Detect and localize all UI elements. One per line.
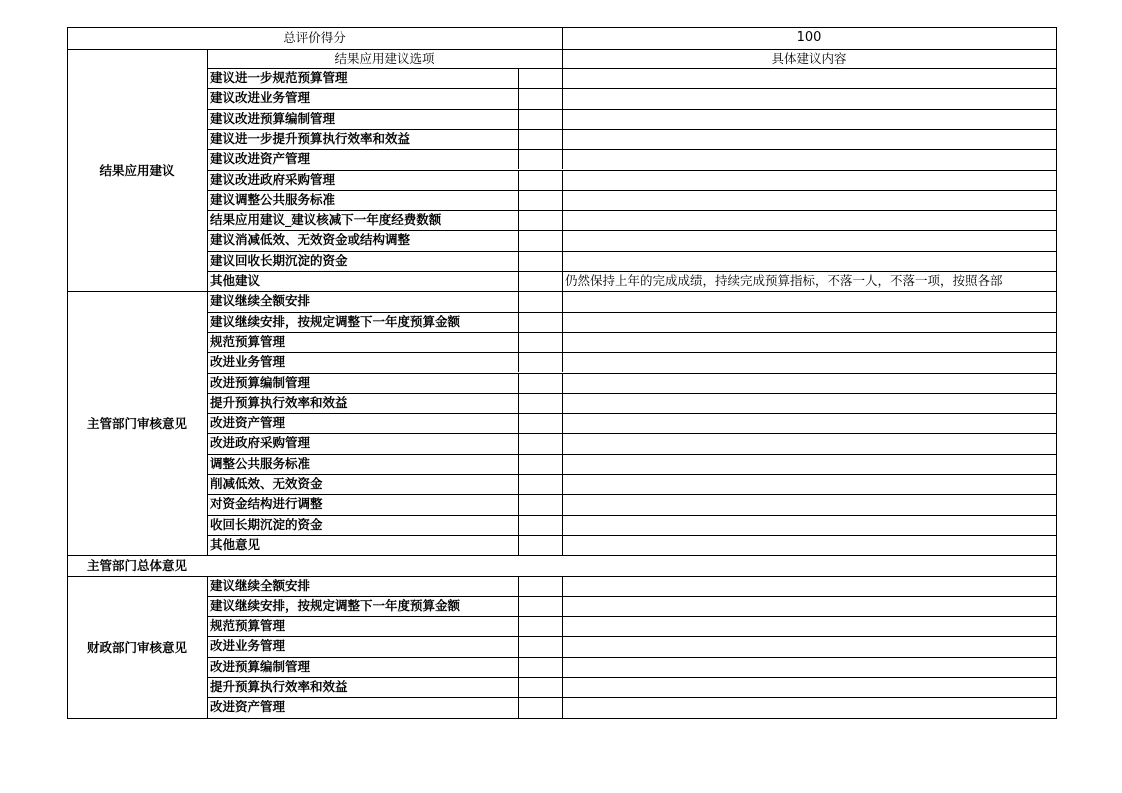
option-checkbox[interactable]	[518, 515, 562, 535]
grid-line	[518, 433, 519, 453]
section-border	[67, 555, 1056, 556]
option-label: 建议继续安排，按规定调整下一年度预算金额	[210, 313, 461, 329]
option-checkbox[interactable]	[518, 454, 562, 474]
grid-line	[562, 210, 563, 230]
option-label: 其他意见	[210, 536, 261, 552]
grid-line	[562, 515, 563, 535]
option-checkbox[interactable]	[518, 596, 562, 616]
options-header: 结果应用建议选项	[334, 51, 435, 66]
option-content[interactable]	[565, 413, 1056, 433]
option-checkbox[interactable]	[518, 190, 562, 210]
section-title: 结果应用建议	[99, 163, 175, 179]
grid-line	[207, 49, 208, 291]
option-checkbox[interactable]	[518, 352, 562, 372]
option-content[interactable]	[565, 393, 1056, 413]
option-checkbox[interactable]	[518, 170, 562, 190]
grid-line	[562, 657, 563, 677]
section-title: 主管部门审核意见	[86, 416, 187, 432]
option-label: 调整公共服务标准	[210, 455, 311, 471]
grid-line	[518, 291, 519, 311]
option-content[interactable]	[565, 576, 1056, 596]
option-checkbox[interactable]	[518, 291, 562, 311]
grid-line	[562, 49, 563, 68]
grid-line	[518, 210, 519, 230]
option-label: 改进业务管理	[210, 638, 286, 654]
option-label: 改进预算编制管理	[210, 374, 311, 390]
option-checkbox[interactable]	[518, 230, 562, 250]
option-checkbox[interactable]	[518, 332, 562, 352]
option-content[interactable]	[565, 515, 1056, 535]
option-checkbox[interactable]	[518, 535, 562, 555]
section-title: 主管部门总体意见	[86, 558, 187, 574]
option-checkbox[interactable]	[518, 129, 562, 149]
grid-line	[562, 494, 563, 514]
option-checkbox[interactable]	[518, 433, 562, 453]
option-label: 建议改进预算编制管理	[210, 110, 336, 126]
table-left-border	[67, 27, 68, 719]
option-content[interactable]	[565, 190, 1056, 210]
option-content[interactable]	[565, 291, 1056, 311]
option-content[interactable]	[565, 697, 1056, 717]
option-content[interactable]	[565, 454, 1056, 474]
option-content[interactable]	[565, 677, 1056, 697]
option-content[interactable]	[565, 616, 1056, 636]
grid-line	[562, 474, 563, 494]
option-content[interactable]	[565, 170, 1056, 190]
grid-line	[562, 68, 563, 88]
grid-line	[518, 697, 519, 717]
grid-line	[562, 697, 563, 717]
option-content[interactable]	[565, 352, 1056, 372]
option-checkbox[interactable]	[518, 149, 562, 169]
option-content[interactable]	[565, 210, 1056, 230]
grid-line	[518, 677, 519, 697]
grid-line	[518, 596, 519, 616]
option-content[interactable]	[565, 68, 1056, 88]
grid-line	[562, 596, 563, 616]
option-label: 改进业务管理	[210, 354, 286, 370]
grid-line	[562, 291, 563, 311]
table-right-border	[1056, 27, 1057, 719]
grid-line	[562, 230, 563, 250]
grid-line	[518, 393, 519, 413]
option-checkbox[interactable]	[518, 88, 562, 108]
option-content[interactable]	[565, 109, 1056, 129]
option-label: 建议进一步提升预算执行效率和效益	[210, 130, 411, 146]
grid-line	[562, 352, 563, 372]
grid-line	[562, 413, 563, 433]
grid-line	[562, 616, 563, 636]
grid-line	[518, 474, 519, 494]
option-label: 改进资产管理	[210, 699, 286, 715]
grid-line	[518, 352, 519, 372]
grid-line	[207, 576, 208, 718]
grid-line	[518, 657, 519, 677]
option-label: 建议改进政府采购管理	[210, 171, 336, 187]
option-content[interactable]	[565, 149, 1056, 169]
option-content[interactable]	[565, 474, 1056, 494]
option-label: 改进预算编制管理	[210, 658, 311, 674]
option-content[interactable]	[565, 312, 1056, 332]
grid-line	[562, 576, 563, 596]
option-content[interactable]	[565, 657, 1056, 677]
grid-line	[518, 88, 519, 108]
option-content[interactable]	[565, 88, 1056, 108]
grid-line	[562, 636, 563, 656]
option-content[interactable]	[565, 230, 1056, 250]
option-label: 提升预算执行效率和效益	[210, 394, 348, 410]
option-checkbox[interactable]	[518, 413, 562, 433]
option-label: 建议继续全额安排	[210, 293, 311, 309]
grid-line	[518, 636, 519, 656]
option-checkbox[interactable]	[518, 109, 562, 129]
option-label: 其他建议	[210, 273, 261, 288]
option-checkbox[interactable]	[518, 393, 562, 413]
grid-line	[562, 454, 563, 474]
grid-line	[518, 170, 519, 190]
grid-line	[562, 332, 563, 352]
option-checkbox[interactable]	[518, 657, 562, 677]
option-checkbox[interactable]	[518, 474, 562, 494]
grid-line	[562, 88, 563, 108]
option-checkbox[interactable]	[518, 271, 562, 291]
option-content[interactable]: 仍然保持上年的完成成绩，持续完成预算指标，不落一人，不落一项，按照各部	[565, 273, 1003, 288]
option-label: 改进政府采购管理	[210, 435, 311, 451]
option-checkbox[interactable]	[518, 576, 562, 596]
grid-line	[207, 291, 208, 555]
option-label: 建议消减低效、无效资金或结构调整	[210, 232, 411, 248]
option-content[interactable]	[565, 596, 1056, 616]
grid-line	[562, 677, 563, 697]
summary-score: 100	[796, 30, 822, 45]
grid-line	[562, 27, 563, 49]
grid-line	[562, 190, 563, 210]
option-label: 削减低效、无效资金	[210, 476, 323, 491]
option-checkbox[interactable]	[518, 373, 562, 393]
grid-line	[518, 413, 519, 433]
grid-line	[518, 576, 519, 596]
grid-line	[518, 251, 519, 271]
grid-line	[562, 373, 563, 393]
option-content[interactable]	[565, 535, 1056, 555]
grid-line	[562, 535, 563, 555]
option-checkbox[interactable]	[518, 210, 562, 230]
grid-line	[518, 535, 519, 555]
option-label: 结果应用建议_建议核减下一年度经费数额	[210, 212, 442, 228]
option-label: 建议回收长期沉淀的资金	[210, 252, 348, 268]
option-label: 建议调整公共服务标准	[210, 191, 336, 207]
option-label: 建议进一步规范预算管理	[210, 70, 348, 85]
section-border	[67, 718, 1056, 719]
grid-line	[562, 271, 563, 291]
grid-line	[518, 515, 519, 535]
grid-line	[562, 109, 563, 129]
option-checkbox[interactable]	[518, 636, 562, 656]
option-label: 提升预算执行效率和效益	[210, 679, 348, 694]
option-checkbox[interactable]	[518, 312, 562, 332]
grid-line	[518, 454, 519, 474]
option-label: 改进资产管理	[210, 415, 286, 431]
grid-line	[518, 68, 519, 88]
option-label: 对资金结构进行调整	[210, 496, 323, 512]
grid-line	[518, 616, 519, 636]
option-label: 建议继续安排，按规定调整下一年度预算金额	[210, 597, 461, 613]
option-checkbox[interactable]	[518, 616, 562, 636]
option-label: 建议改进业务管理	[210, 90, 311, 106]
grid-line	[518, 190, 519, 210]
grid-line	[562, 129, 563, 149]
summary-label: 总评价得分	[283, 30, 346, 45]
option-content[interactable]	[565, 494, 1056, 514]
option-label: 收回长期沉淀的资金	[210, 516, 323, 532]
grid-line	[518, 129, 519, 149]
grid-line	[562, 393, 563, 413]
option-content[interactable]	[565, 251, 1056, 271]
option-label: 建议改进资产管理	[210, 151, 311, 167]
grid-line	[562, 170, 563, 190]
option-checkbox[interactable]	[518, 68, 562, 88]
content-header: 具体建议内容	[771, 51, 847, 66]
option-content[interactable]	[565, 636, 1056, 656]
option-checkbox[interactable]	[518, 251, 562, 271]
option-checkbox[interactable]	[518, 677, 562, 697]
grid-line	[562, 433, 563, 453]
grid-line	[518, 109, 519, 129]
grid-line	[518, 149, 519, 169]
option-label: 建议继续全额安排	[210, 577, 311, 593]
option-label: 规范预算管理	[210, 333, 286, 349]
grid-line	[518, 312, 519, 332]
option-content[interactable]	[565, 373, 1056, 393]
grid-line	[518, 332, 519, 352]
grid-line	[562, 149, 563, 169]
grid-line	[562, 312, 563, 332]
grid-line	[518, 271, 519, 291]
option-content[interactable]	[565, 433, 1056, 453]
section-title: 财政部门审核意见	[86, 639, 187, 655]
option-label: 规范预算管理	[210, 618, 286, 634]
option-checkbox[interactable]	[518, 494, 562, 514]
grid-line	[518, 494, 519, 514]
option-content[interactable]	[565, 332, 1056, 352]
option-content[interactable]	[565, 129, 1056, 149]
grid-line	[518, 230, 519, 250]
grid-line	[562, 251, 563, 271]
grid-line	[518, 373, 519, 393]
option-checkbox[interactable]	[518, 697, 562, 717]
